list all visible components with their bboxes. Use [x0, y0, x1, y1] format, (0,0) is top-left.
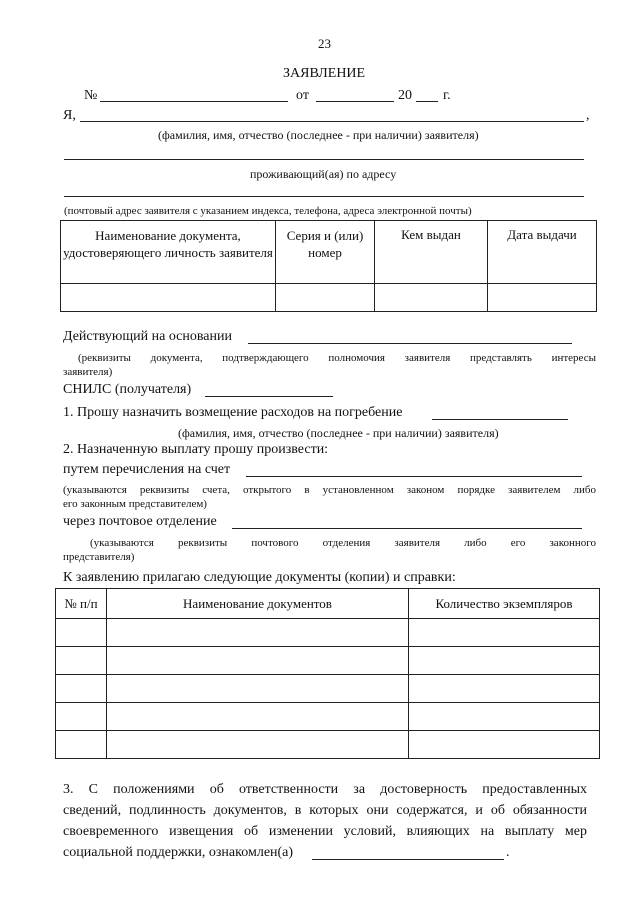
- item3-line3: своевременного извещения об изменении условий, влияющих на выплату мер: [63, 824, 587, 839]
- address-field[interactable]: [64, 196, 584, 197]
- basis-field[interactable]: [248, 343, 572, 344]
- account-hint-line2: его законным представителем): [63, 498, 207, 510]
- item1-hint: (фамилия, имя, отчество (последнее - при наличии) заявителя): [178, 426, 499, 440]
- docs-cell[interactable]: [409, 619, 600, 647]
- page-number: 23: [318, 36, 331, 51]
- id-doc-cell[interactable]: [61, 284, 276, 312]
- post-hint-line1: (указываются реквизиты почтового отделения заявителя либо его законного: [90, 537, 596, 549]
- account-label: путем перечисления на счет: [63, 462, 231, 477]
- item2-label: 2. Назначенную выплату прошу произвести:: [63, 442, 329, 457]
- comma: ,: [586, 108, 590, 123]
- documents-table: [55, 588, 600, 759]
- id-issuer-cell[interactable]: [375, 284, 488, 312]
- applicant-name-field[interactable]: [80, 121, 584, 122]
- year-suffix: г.: [443, 88, 451, 103]
- docs-cell[interactable]: [56, 619, 107, 647]
- document-title: ЗАЯВЛЕНИЕ: [283, 66, 366, 81]
- docs-cell[interactable]: [107, 675, 409, 703]
- ya-label: Я,: [63, 108, 76, 123]
- acknowledged-signature-field[interactable]: [312, 859, 504, 860]
- id-table-header-doc: Наименование документа, удостоверяющего личность заявителя: [61, 221, 276, 284]
- docs-header-name: Наименование документов: [107, 589, 409, 619]
- fio-hint: (фамилия, имя, отчество (последнее - при наличии) заявителя): [158, 128, 479, 142]
- docs-cell[interactable]: [409, 647, 600, 675]
- docs-cell[interactable]: [56, 731, 107, 759]
- residing-label: проживающий(ая) по адресу: [250, 167, 397, 181]
- snils-field[interactable]: [205, 396, 333, 397]
- account-field[interactable]: [246, 476, 582, 477]
- post-label: через почтовое отделение: [63, 514, 217, 529]
- year-prefix: 20: [398, 88, 412, 103]
- item3-end: .: [506, 845, 510, 860]
- docs-cell[interactable]: [107, 619, 409, 647]
- docs-cell[interactable]: [56, 647, 107, 675]
- item1-field[interactable]: [432, 419, 568, 420]
- docs-cell[interactable]: [56, 703, 107, 731]
- docs-cell[interactable]: [409, 731, 600, 759]
- basis-hint-line1: (реквизиты документа, подтверждающего полномочия заявителя представлять интересы: [78, 352, 596, 364]
- docs-header-count: Количество экземпляров: [409, 589, 600, 619]
- identity-doc-table: [60, 220, 597, 312]
- docs-cell[interactable]: [409, 703, 600, 731]
- basis-hint-line2: заявителя): [63, 366, 113, 378]
- id-series-cell[interactable]: [276, 284, 375, 312]
- snils-label: СНИЛС (получателя): [63, 382, 192, 397]
- docs-cell[interactable]: [56, 675, 107, 703]
- post-hint-line2: представителя): [63, 551, 135, 563]
- id-table-header-series: Серия и (или) номер: [276, 221, 375, 284]
- basis-label: Действующий на основании: [63, 329, 232, 344]
- attach-label: К заявлению прилагаю следующие документы (копии) и справки:: [63, 570, 456, 585]
- item1-label: 1. Прошу назначить возмещение расходов на погребение: [63, 405, 403, 420]
- number-field[interactable]: [100, 101, 288, 102]
- applicant-name-field-2[interactable]: [64, 159, 584, 160]
- account-hint-line1: (указываются реквизиты счета, открытого в установленном законом порядке заявителем либо: [63, 484, 596, 496]
- year-field[interactable]: [416, 101, 438, 102]
- docs-cell[interactable]: [409, 675, 600, 703]
- item3-line4: социальной поддержки, ознакомлен(а): [63, 845, 294, 860]
- docs-cell[interactable]: [107, 647, 409, 675]
- item3-line2: сведений, подлинность документов, в которых они содержатся, и об обязанности: [63, 803, 587, 818]
- date-field[interactable]: [316, 101, 394, 102]
- docs-cell[interactable]: [107, 703, 409, 731]
- id-date-cell[interactable]: [488, 284, 597, 312]
- docs-header-num: № п/п: [56, 589, 107, 619]
- postal-hint: (почтовый адрес заявителя с указанием индекса, телефона, адреса электронной почты): [64, 205, 472, 217]
- id-table-header-date: Дата выдачи: [488, 221, 597, 284]
- date-from-label: от: [296, 88, 309, 103]
- item3-line1: 3. С положениями об ответственности за достоверность предоставленных: [63, 782, 587, 797]
- id-table-header-issuer: Кем выдан: [375, 221, 488, 284]
- post-field[interactable]: [232, 528, 582, 529]
- number-label: №: [84, 88, 98, 103]
- docs-cell[interactable]: [107, 731, 409, 759]
